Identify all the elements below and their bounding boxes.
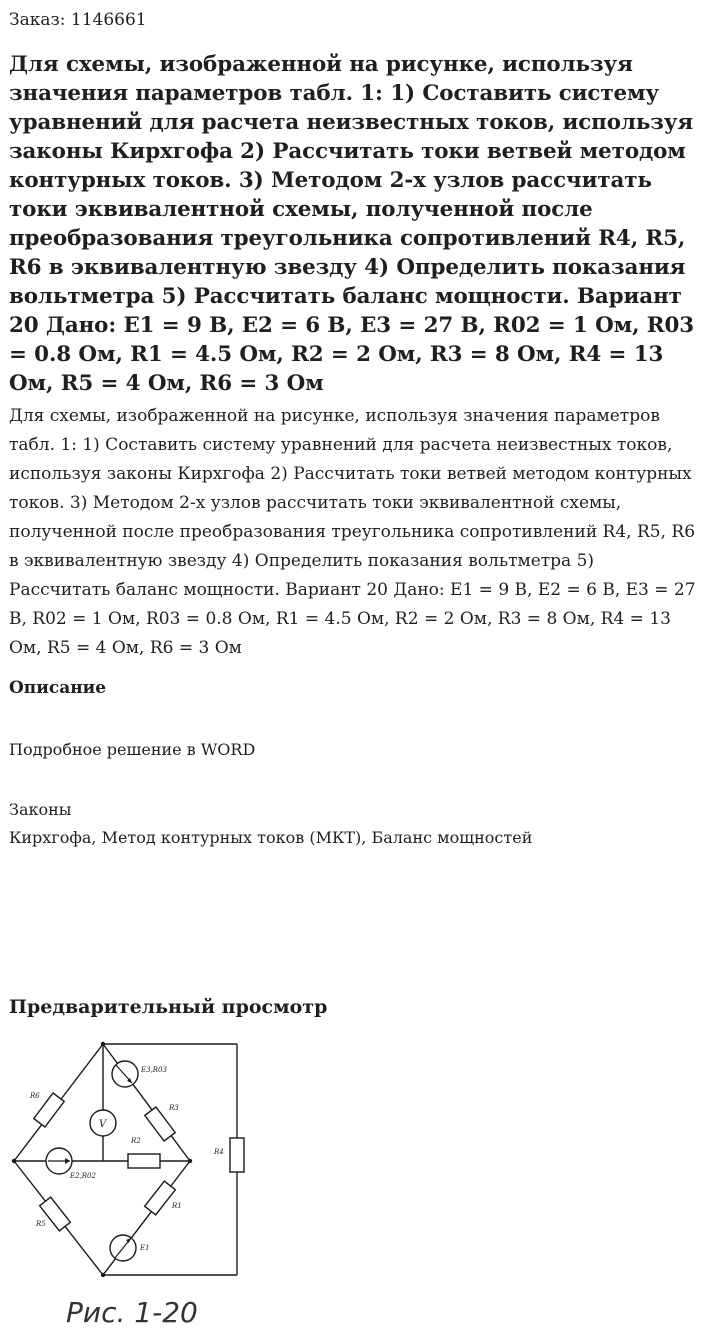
source-e1 [110,1235,136,1261]
order-number: Заказ: 1146661 [9,10,147,30]
label-e1: E1 [140,1244,150,1252]
figure-caption: Рис. 1-20 [66,1296,198,1329]
resistor-r2 [128,1154,160,1168]
label-e2-r02: E2,R02 [70,1172,96,1180]
label-r1: R1 [172,1202,182,1210]
resistor-r1 [145,1181,176,1215]
source-e3 [112,1061,138,1087]
circuit-diagram [0,1030,280,1330]
label-r2: R2 [131,1137,141,1145]
page-title: Для схемы, изображенной на рисунке, используя значения параметров табл. 1: 1) Составить систему уравнений для расчета неизвестных токов, используя законы Кирхгофа 2) Рассчитать токи ветвей методом контурных токов. 3) Методом 2-х узлов рассчитать токи эквивалентной схемы, полученной после преобразования треугольника сопротивлений R4, R5, R6 в эквивалентную звезду 4) Определить показания вольтметра 5) Рассчитать баланс мощности. Вариант 20 Дано: E1 = 9 В, E2 = 6 В, E3 = 27 В, R02 = 1 Ом, R03 = 0.8 Ом, R1 = 4.5 Ом, R2 = 2 Ом, R3 = 8 Ом, R4 = 13 Ом, R5 = 4 Ом, R6 = 3 Ом [9,52,695,396]
source-e2 [46,1148,72,1174]
label-r6: R6 [30,1092,40,1100]
preview-heading: Предварительный просмотр [9,996,328,1018]
circuit-figure [0,1030,280,1330]
resistor-r4 [230,1138,244,1172]
word-note: Подробное решение в WORD [9,740,256,759]
label-r3: R3 [169,1104,179,1112]
laws-heading: Законы [9,800,72,819]
label-e3-r03: E3,R03 [141,1066,167,1074]
task-description: Для схемы, изображенной на рисунке, используя значения параметров табл. 1: 1) Составить систему уравнений для расчета неизвестных токов, используя законы Кирхгофа 2) Рассчитать токи ветвей методом контурных токов. 3) Методом 2-х узлов рассчитать токи эквивалентной схемы, полученной после преобразования треугольника сопротивлений R4, R5, R6 в эквивалентную звезду 4) Определить показания вольтметра 5) Рассчитать баланс мощности. Вариант 20 Дано: E1 = 9 В, E2 = 6 В, E3 = 27 В, R02 = 1 Ом, R03 = 0.8 Ом, R1 = 4.5 Ом, R2 = 2 Ом, R3 = 8 Ом, R4 = 13 Ом, R5 = 4 Ом, R6 = 3 Ом [9,406,696,658]
laws-block [9,796,697,852]
description-heading: Описание [9,678,107,698]
label-r4: R4 [214,1148,224,1156]
voltmeter [90,1110,116,1136]
label-r5: R5 [36,1220,46,1228]
resistor-r3 [145,1107,175,1141]
laws-list: Кирхгофа, Метод контурных токов (МКТ), Баланс мощностей [9,828,533,847]
circuit-nodes [12,1042,192,1277]
voltmeter-label: V [99,1119,107,1130]
